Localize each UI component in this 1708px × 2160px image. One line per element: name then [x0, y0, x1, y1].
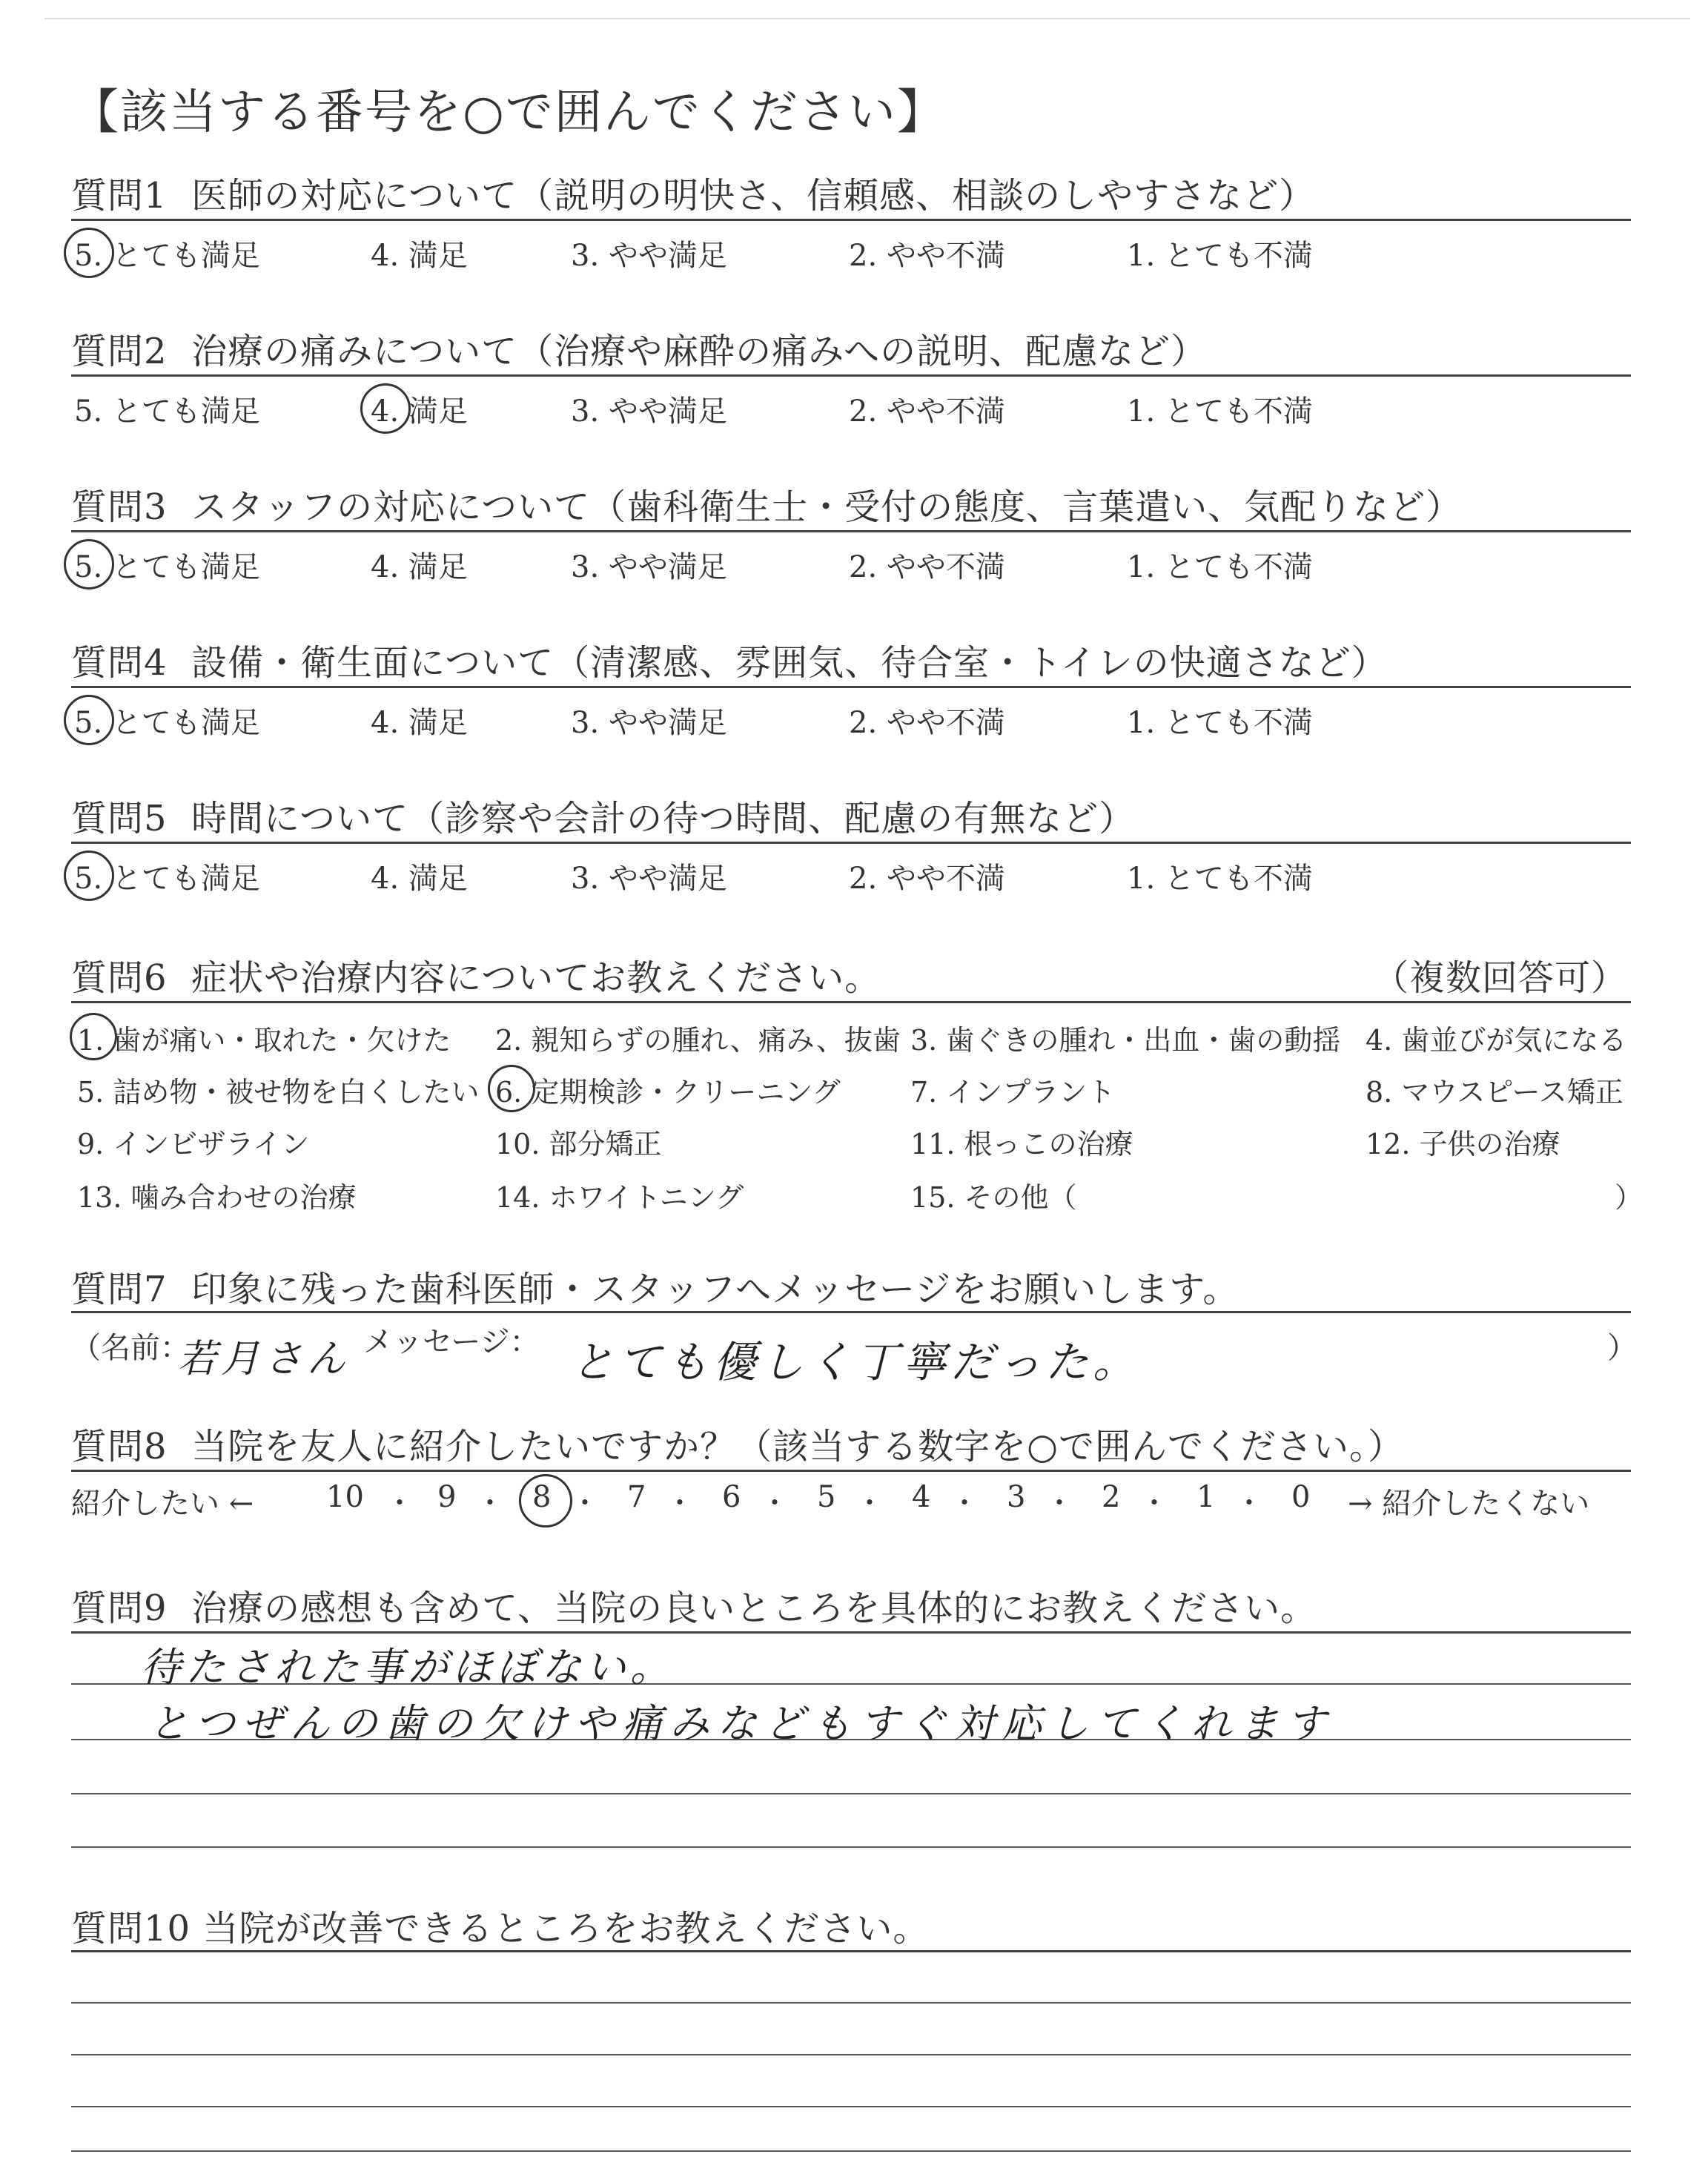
answer-circle — [519, 1474, 572, 1527]
q6-option: 7. インプラント — [910, 1076, 1116, 1109]
q6-option: 2. 親知らずの腫れ、痛み、抜歯 — [495, 1024, 901, 1057]
q8-separator: ・ — [1235, 1487, 1264, 1519]
rating-option: 2. やや不満 — [849, 706, 1005, 740]
q8-scale-value: 9 — [437, 1480, 457, 1514]
q8-scale-value: 3 — [1007, 1480, 1026, 1514]
top-edge-line — [44, 18, 1690, 19]
answer-circle — [360, 383, 411, 434]
q10-rule — [71, 1950, 1631, 1952]
q7-message-value: とても優しく丁寧だった。 — [571, 1337, 1141, 1387]
rating-option: 4. 満足 — [371, 706, 468, 740]
rating-option: 5. とても満足 — [74, 550, 260, 584]
rating-option: 4. 満足 — [371, 862, 468, 896]
question-label: 質問1 — [71, 175, 168, 217]
rating-option: 5. とても満足 — [74, 706, 260, 740]
q8-separator: ・ — [855, 1487, 884, 1519]
rating-option: 2. やや不満 — [849, 862, 1005, 896]
question-text: 医師の対応について（説明の明快さ、信頼感、相談のしやすさなど） — [191, 175, 1316, 217]
q6-option: 3. 歯ぐきの腫れ・出血・歯の動揺 — [910, 1024, 1341, 1057]
q7-label: 質問7 — [71, 1269, 168, 1310]
q9-heading — [71, 1579, 1317, 1631]
q6-option: 13. 噛み合わせの治療 — [77, 1181, 357, 1214]
page-title: 【該当する番号を○で囲んでください】 — [71, 85, 946, 140]
rating-option: 5. とても満足 — [74, 239, 260, 273]
q8-separator: ・ — [761, 1487, 790, 1519]
rating-option: 3. やや満足 — [571, 394, 727, 429]
q8-separator: ・ — [571, 1487, 600, 1519]
rating-option: 1. とても不満 — [1127, 862, 1313, 896]
q7-rule — [71, 1311, 1631, 1313]
q9-answer-text-2: とつぜんの歯の欠けや痛みなどもすぐ対応してくれます — [148, 1700, 1334, 1747]
q9-answer-line — [71, 1846, 1631, 1848]
rating-option: 4. 満足 — [371, 550, 468, 584]
question-text: 設備・衛生面について（清潔感、雰囲気、待合室・トイレの快適さなど） — [191, 642, 1388, 684]
q9-answer-text-1: 待たされた事がほぼない。 — [141, 1644, 675, 1691]
q8-separator: ・ — [666, 1487, 695, 1519]
rating-option: 1. とても不満 — [1127, 550, 1313, 584]
question-heading — [71, 478, 1462, 529]
q6-note: （複数回答可） — [1373, 957, 1628, 999]
q6-option: 12. 子供の治療 — [1366, 1128, 1560, 1160]
q8-left-label: 紹介したい ← — [71, 1487, 254, 1521]
rating-option: 1. とても不満 — [1127, 394, 1313, 429]
rating-option: 1. とても不満 — [1127, 706, 1313, 740]
q8-separator: ・ — [385, 1487, 414, 1519]
q8-separator: ・ — [1045, 1487, 1074, 1519]
q9-rule — [71, 1631, 1631, 1634]
question-rule — [71, 374, 1631, 377]
q8-scale-value: 4 — [912, 1480, 931, 1514]
question-heading — [71, 790, 1135, 841]
q10-text: 当院が改善できるところをお教えください。 — [202, 1908, 930, 1949]
answer-circle — [488, 1065, 535, 1112]
q8-separator: ・ — [476, 1487, 505, 1519]
q6-option: 9. インビザライン — [77, 1128, 310, 1160]
rating-option: 3. やや満足 — [571, 862, 727, 896]
q8-scale-value: 8 — [532, 1480, 552, 1514]
q8-scale-value: 2 — [1102, 1480, 1121, 1514]
answer-circle — [64, 695, 114, 745]
question-label: 質問2 — [71, 331, 168, 372]
q8-scale-value: 7 — [627, 1480, 646, 1514]
q8-scale-value: 6 — [722, 1480, 741, 1514]
q6-option: 8. マウスピース矯正 — [1366, 1076, 1623, 1109]
q7-close: ） — [1607, 1331, 1637, 1365]
rating-option: 2. やや不満 — [849, 394, 1005, 429]
q10-label: 質問10 — [71, 1908, 191, 1949]
rating-option: 3. やや満足 — [571, 706, 727, 740]
q8-text: 当院を友人に紹介したいですか？（該当する数字を○で囲んでください。） — [191, 1426, 1404, 1467]
question-heading — [71, 634, 1388, 685]
rating-option: 4. 満足 — [371, 239, 468, 273]
answer-circle — [70, 1013, 117, 1060]
q7-text: 印象に残った歯科医師・スタッフへメッセージをお願いします。 — [191, 1269, 1239, 1310]
question-rule — [71, 842, 1631, 844]
q6-option: ） — [1615, 1181, 1644, 1214]
q9-label: 質問9 — [71, 1588, 168, 1629]
q6-option: 14. ホワイトニング — [495, 1181, 744, 1214]
question-text: スタッフの対応について（歯科衛生士・受付の態度、言葉遣い、気配りなど） — [191, 486, 1463, 528]
q7-heading — [71, 1261, 1239, 1312]
q10-answer-line — [71, 2106, 1631, 2107]
q10-answer-line — [71, 2054, 1631, 2055]
q8-scale-value: 5 — [817, 1480, 836, 1514]
q6-rule — [71, 1001, 1631, 1003]
q6-text: 症状や治療内容についてお教えください。 — [191, 957, 881, 999]
rating-option: 2. やや不満 — [849, 239, 1005, 273]
q6-label: 質問6 — [71, 957, 168, 999]
q7-name-label: （名前： — [71, 1331, 190, 1365]
q9-answer-line — [71, 1793, 1631, 1794]
rating-option: 3. やや満足 — [571, 550, 727, 584]
q10-answer-line — [71, 2150, 1631, 2152]
q8-separator: ・ — [950, 1487, 979, 1519]
q9-text: 治療の感想も含めて、当院の良いところを具体的にお教えください。 — [191, 1588, 1317, 1629]
answer-circle — [64, 851, 114, 901]
question-rule — [71, 530, 1631, 532]
q6-option: 4. 歯並びが気になる — [1366, 1024, 1627, 1057]
q6-option: 11. 根っこの治療 — [910, 1128, 1133, 1160]
question-label: 質問3 — [71, 486, 168, 528]
rating-option: 2. やや不満 — [849, 550, 1005, 584]
question-label: 質問4 — [71, 642, 168, 684]
question-heading — [71, 167, 1315, 218]
q6-option: 10. 部分矯正 — [495, 1128, 662, 1160]
rating-option: 4. 満足 — [371, 394, 468, 429]
rating-option: 1. とても不満 — [1127, 239, 1313, 273]
rating-option: 5. とても満足 — [74, 394, 260, 429]
q6-option: 1. 歯が痛い・取れた・欠けた — [77, 1024, 451, 1057]
q8-scale-value: 1 — [1196, 1480, 1216, 1514]
q6-option: 5. 詰め物・被せ物を白くしたい — [77, 1076, 480, 1109]
question-heading — [71, 323, 1207, 374]
question-text: 治療の痛みについて（治療や麻酔の痛みへの説明、配慮など） — [191, 331, 1208, 372]
q8-rule — [71, 1470, 1631, 1472]
q8-scale-value: 0 — [1291, 1480, 1311, 1514]
question-label: 質問5 — [71, 798, 168, 839]
q8-label: 質問8 — [71, 1426, 168, 1467]
q8-heading — [71, 1418, 1404, 1469]
question-rule — [71, 686, 1631, 688]
q10-heading — [71, 1900, 929, 1951]
q8-separator: ・ — [1140, 1487, 1169, 1519]
q8-right-label: → 紹介したくない — [1348, 1487, 1590, 1521]
rating-option: 5. とても満足 — [74, 862, 260, 896]
answer-circle — [64, 228, 114, 278]
question-rule — [71, 219, 1631, 221]
q6-heading — [71, 949, 881, 1000]
q6-option: 6. 定期検診・クリーニング — [495, 1076, 841, 1109]
q7-name-value: 若月さん — [178, 1337, 351, 1381]
q8-scale-value: 10 — [326, 1480, 364, 1514]
q7-message-label: メッセージ： — [363, 1325, 540, 1359]
rating-option: 3. やや満足 — [571, 239, 727, 273]
question-text: 時間について（診察や会計の待つ時間、配慮の有無など） — [191, 798, 1136, 839]
q6-option: 15. その他（ — [910, 1181, 1077, 1214]
answer-circle — [64, 539, 114, 589]
q10-answer-line — [71, 2002, 1631, 2004]
